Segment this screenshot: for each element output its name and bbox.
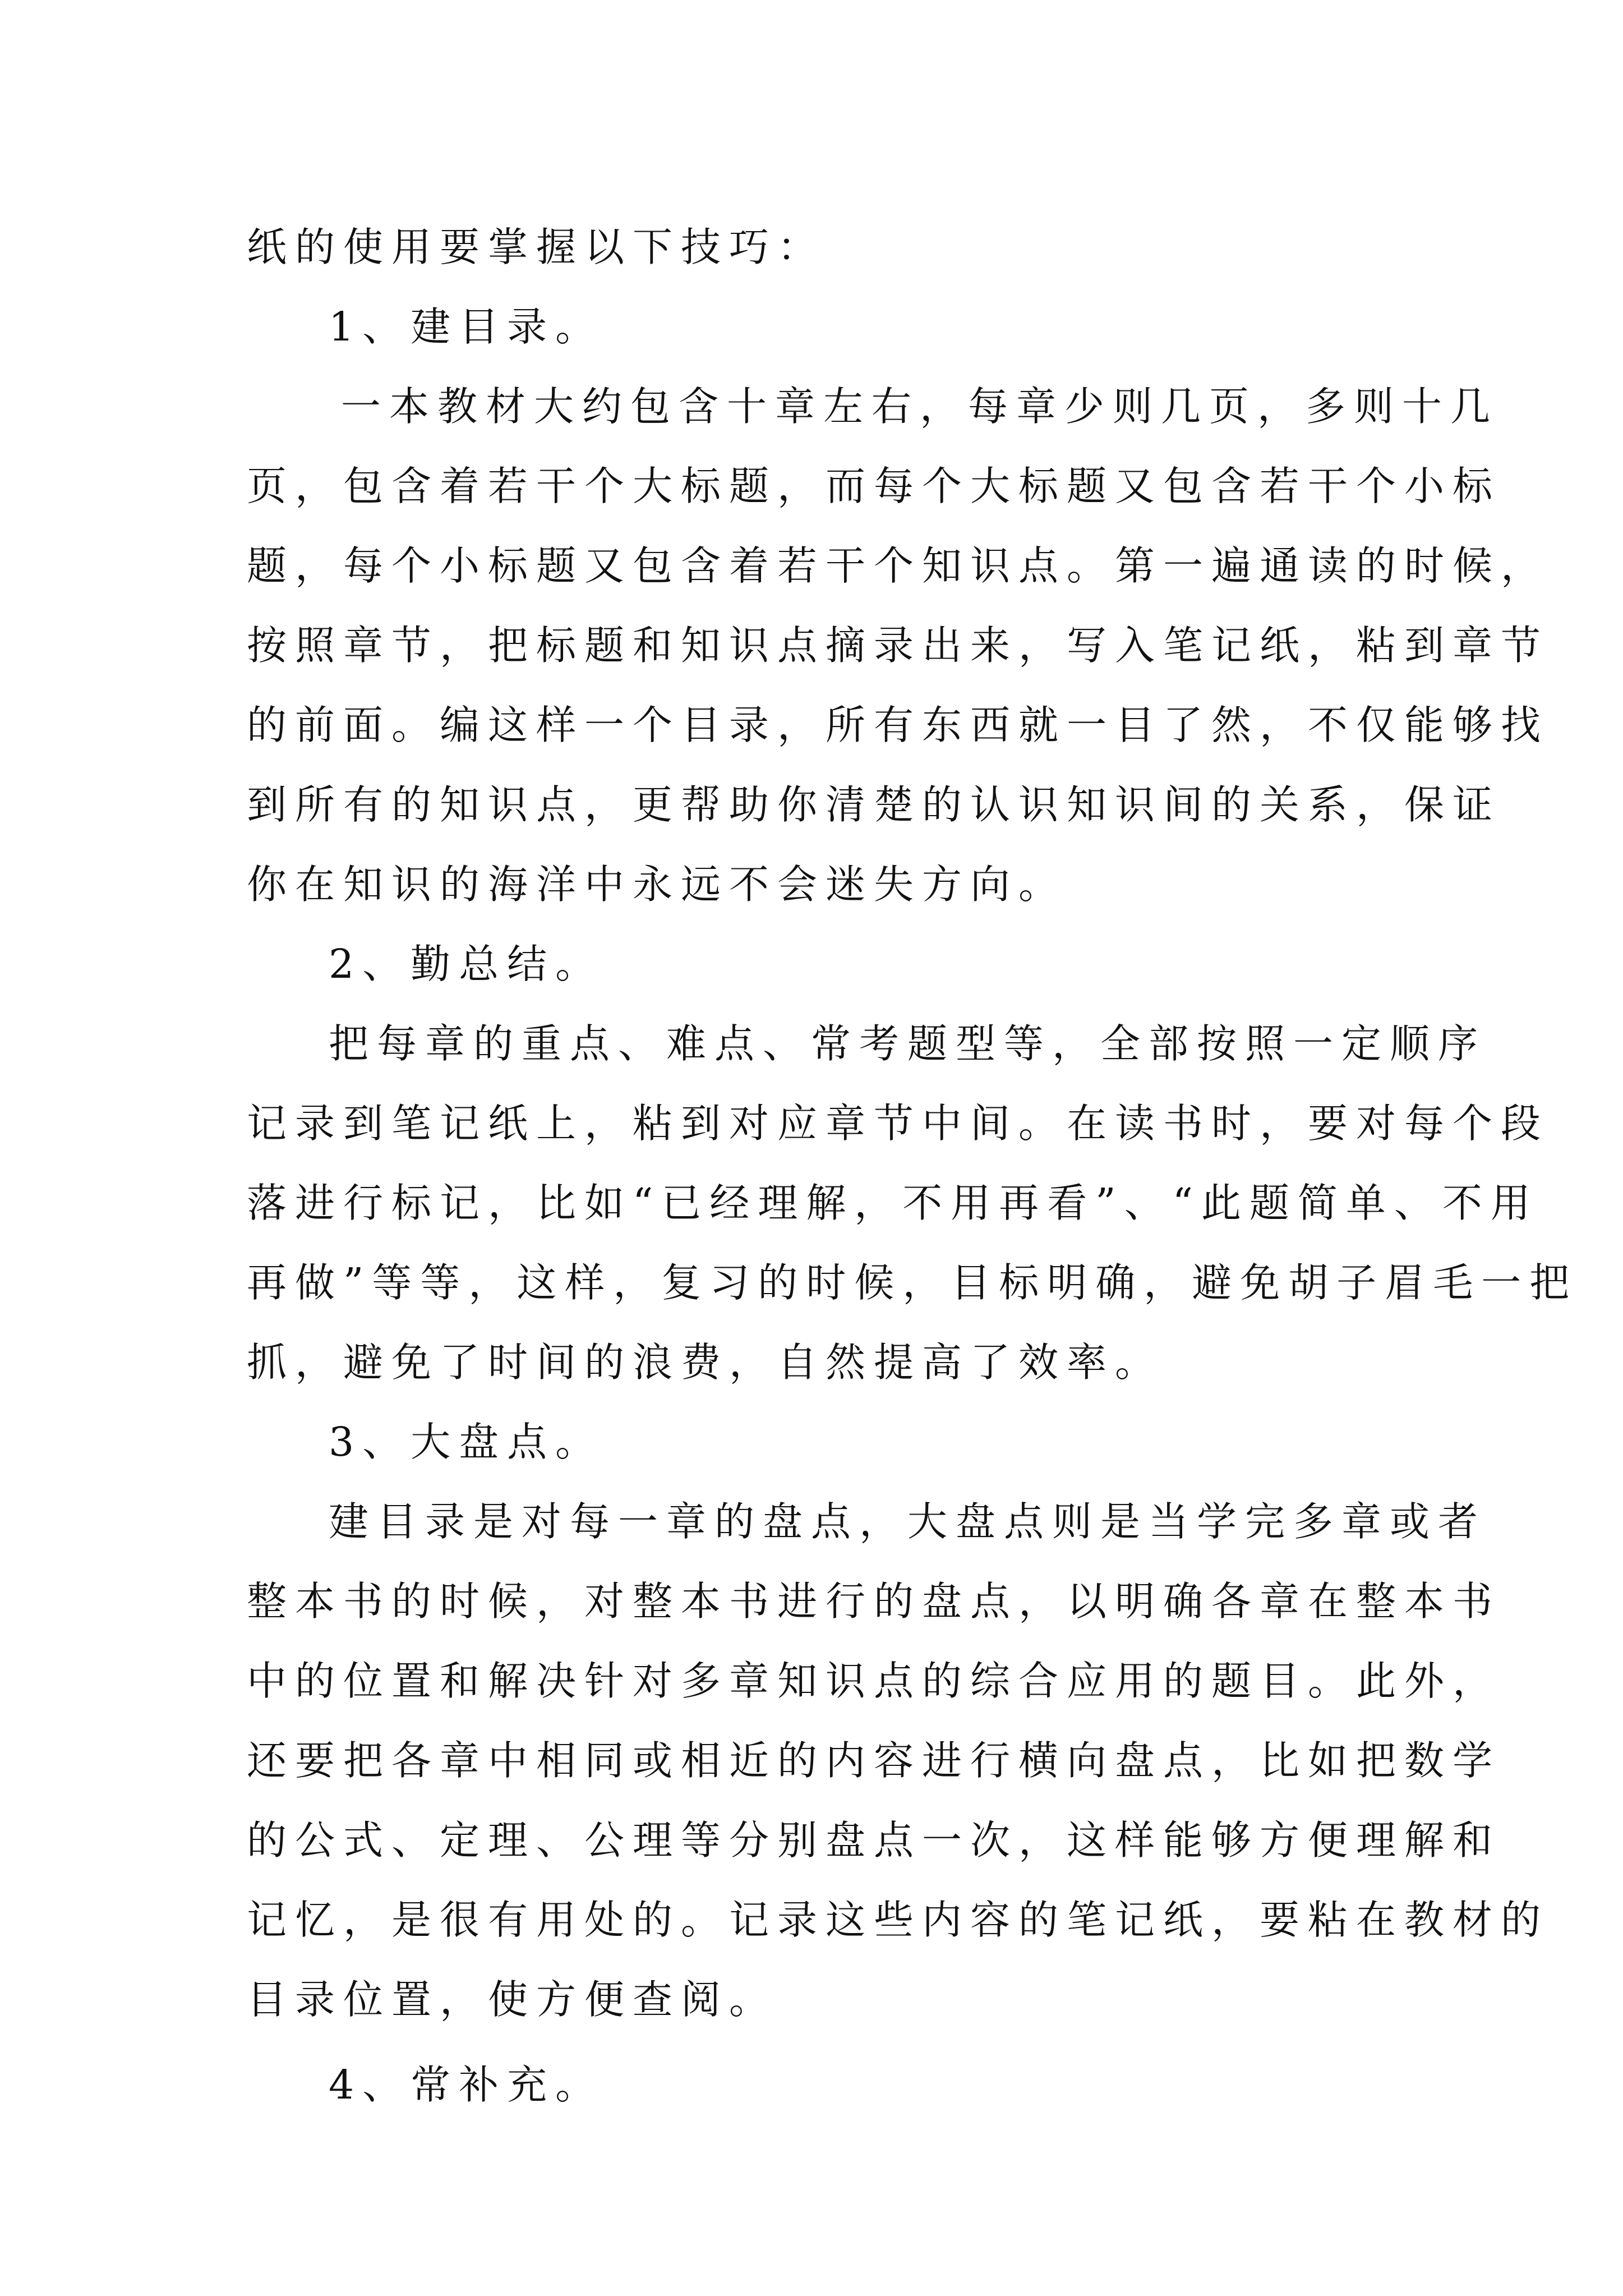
body-text bbox=[247, 208, 1578, 2125]
text-line: 纸的使用要掌握以下技巧： bbox=[247, 224, 826, 270]
text-line: 到所有的知识点，更帮助你清楚的认识知识间的关系，保证 bbox=[247, 781, 1501, 828]
text-line: 按照章节，把标题和知识点摘录出来，写入笔记纸，粘到章节 bbox=[247, 622, 1550, 669]
section-heading-2: 2、勤总结。 bbox=[329, 941, 604, 987]
text-line: 建目录是对每一章的盘点，大盘点则是当学完多章或者 bbox=[329, 1498, 1487, 1545]
text-line: 中的位置和解决针对多章知识点的综合应用的题目。此外， bbox=[247, 1658, 1501, 1704]
text-line: 的前面。编这样一个目录，所有东西就一目了然，不仅能够找 bbox=[247, 702, 1550, 748]
section-heading-1: 1、建目录。 bbox=[329, 303, 604, 350]
text-line: 一本教材大约包含十章左右，每章少则几页，多则十几 bbox=[341, 383, 1499, 430]
text-line: 还要把各章中相同或相近的内容进行横向盘点，比如把数学 bbox=[247, 1737, 1501, 1784]
text-line: 把每章的重点、难点、常考题型等，全部按照一定顺序 bbox=[329, 1020, 1487, 1067]
text-line: 落进行标记，比如“已经理解，不用再看”、“此题简单、不用 bbox=[247, 1180, 1539, 1226]
text-line: 记录到笔记纸上，粘到对应章节中间。在读书时，要对每个段 bbox=[247, 1100, 1550, 1147]
text-line: 再做”等等，这样，复习的时候，目标明确，避免胡子眉毛一把 bbox=[247, 1259, 1578, 1306]
section-heading-3: 3、大盘点。 bbox=[329, 1419, 604, 1465]
text-line: 页，包含着若干个大标题，而每个大标题又包含若干个小标 bbox=[247, 463, 1501, 509]
text-line: 记忆，是很有用处的。记录这些内容的笔记纸，要粘在教材的 bbox=[247, 1897, 1550, 1943]
text-line: 整本书的时候，对整本书进行的盘点，以明确各章在整本书 bbox=[247, 1578, 1501, 1625]
section-heading-4: 4、常补充。 bbox=[329, 2062, 604, 2108]
text-line: 目录位置，使方便查阅。 bbox=[247, 1976, 778, 2023]
text-line: 的公式、定理、公理等分别盘点一次，这样能够方便理解和 bbox=[247, 1817, 1501, 1864]
text-line: 你在知识的海洋中永远不会迷失方向。 bbox=[247, 861, 1067, 908]
text-line: 题，每个小标题又包含着若干个知识点。第一遍通读的时候， bbox=[247, 542, 1550, 589]
text-line: 抓，避免了时间的浪费，自然提高了效率。 bbox=[247, 1339, 1164, 1386]
